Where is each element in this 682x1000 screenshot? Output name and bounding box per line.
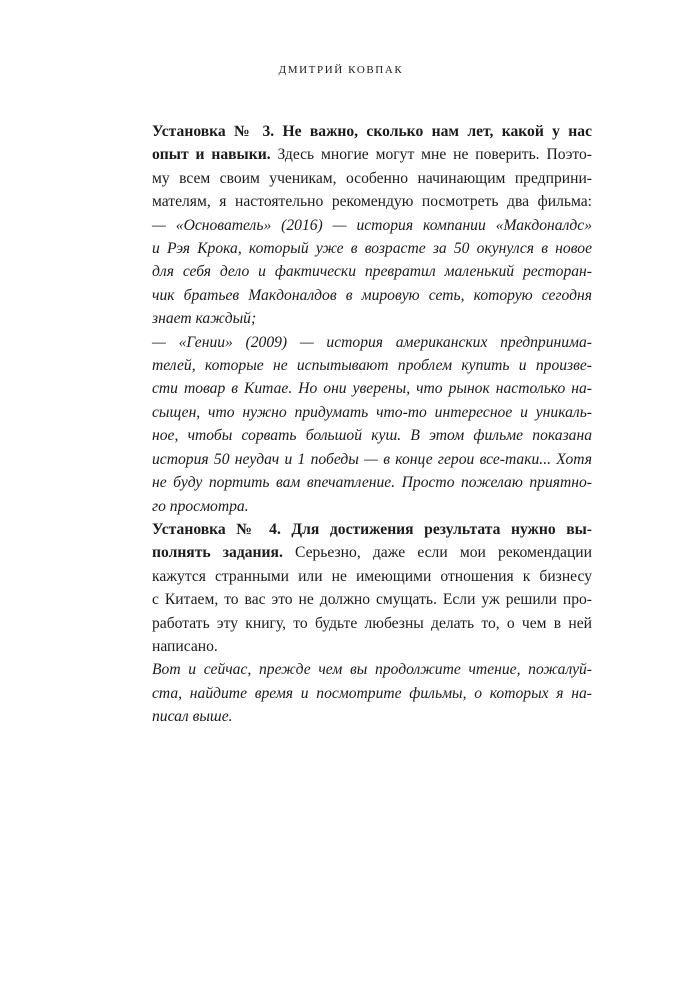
line-text: Серьезно, даже если мои рекомендации — [282, 544, 592, 562]
line-text: мателям, я настоятельно рекомендую посмотреть два фильма: — [152, 193, 592, 211]
film-2-line: — «Гении» (2009) — история американских предпринима- — [152, 333, 592, 351]
text-line — [152, 635, 592, 658]
film-2-line: история 50 неудач и 1 победы — в конце герои все-таки... Хотя — [152, 450, 592, 468]
text-line — [152, 120, 592, 143]
film-1-line: для себя дело и фактически превратил маленький ресторан- — [152, 263, 592, 281]
text-line — [152, 565, 592, 588]
line-text: Здесь многие могут мне не поверить. Поэто- — [270, 146, 592, 164]
text-line — [152, 143, 592, 166]
film-2-line: телей, которые не испытывают проблем купить и произве- — [152, 357, 592, 375]
page-body — [152, 120, 592, 729]
bold-heading: опыт и навыки. — [152, 146, 271, 164]
film-1-line: чик братьев Макдоналдов в мировую сеть, которую сегодня — [152, 286, 592, 304]
film-2-line: не буду портить вам впечатление. Просто пожелаю приятно- — [152, 474, 592, 492]
film-1-line: — «Основатель» (2016) — история компании «Макдоналдс» — [152, 216, 592, 234]
film-2-line: сти товар в Китае. Но они уверены, что рынок настолько на- — [152, 380, 592, 398]
closing-line: Вот и сейчас, прежде чем вы продолжите чтение, пожалуй- — [152, 661, 592, 679]
film-1-line: и Рэя Крока, который уже в возрасте за 50 окунулся в новое — [152, 240, 592, 258]
film-2-line: ное, чтобы сорвать большой куш. В этом фильме показана — [152, 427, 592, 445]
closing-line: ста, найдите время и посмотрите фильмы, о которых я на- — [152, 684, 592, 702]
line-text: с Китаем, то вас это не должно смущать. Если уж решили про- — [152, 591, 592, 609]
line-text: работать эту книгу, то будьте любезны делать то, о чем в ней — [152, 614, 592, 632]
text-line — [152, 588, 592, 611]
line-text: написано. — [152, 637, 218, 655]
film-2-line: го просмотра. — [152, 497, 249, 515]
section-3 — [152, 120, 592, 518]
line-text: кажутся странными или не имеющими отношения к бизнесу — [152, 567, 592, 585]
closing-line: писал выше. — [152, 708, 233, 726]
section-4 — [152, 518, 592, 658]
text-line — [152, 612, 592, 635]
bold-heading: полнять задания. — [152, 544, 283, 562]
text-line — [152, 541, 592, 564]
line-text: му всем своим ученикам, особенно начинающим предприни- — [152, 169, 592, 187]
bold-heading: Установка № 4. Для достижения результата нужно вы- — [152, 520, 592, 538]
closing-paragraph — [152, 658, 592, 728]
film-2-line: сыщен, что нужно придумать что-то интересное и уникаль- — [152, 403, 592, 421]
text-line — [152, 190, 592, 213]
text-line — [152, 518, 592, 541]
text-line — [152, 167, 592, 190]
film-1-line: знает каждый; — [152, 310, 257, 328]
bold-heading: Установка № 3. Не важно, сколько нам лет, какой у нас — [152, 123, 592, 140]
running-header: ДМИТРИЙ КОВПАК — [278, 64, 404, 76]
